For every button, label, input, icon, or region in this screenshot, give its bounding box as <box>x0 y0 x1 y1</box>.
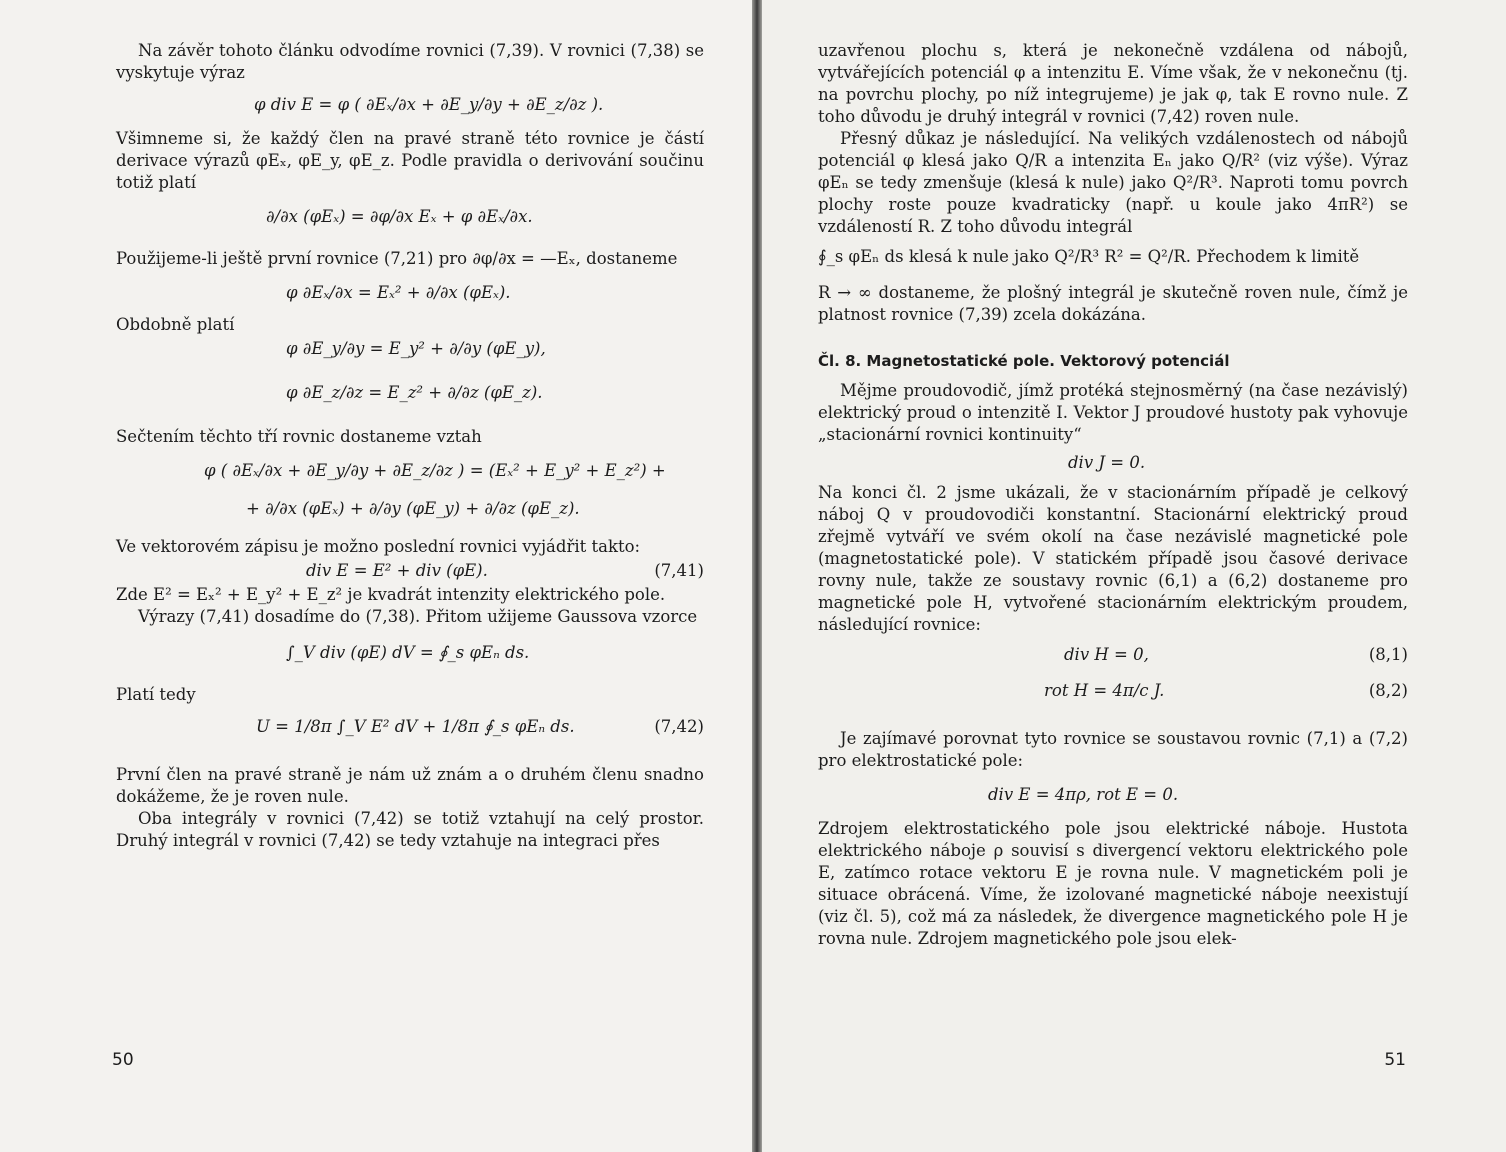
equation: div H = 0, (8,1) <box>1064 645 1408 664</box>
label-row <box>116 684 704 710</box>
page-number: 50 <box>112 1050 134 1070</box>
equation: φ ∂E_z/∂z = E_z² + ∂/∂z (φE_z). <box>286 383 543 402</box>
paragraph: Je zajímavé porovnat tyto rovnice se soustavou rovnic (7,1) a (7,2) pro elektrostatické pole: <box>818 729 1408 770</box>
equation: φ ( ∂Eₓ/∂x + ∂E_y/∂y + ∂E_z/∂z ) = (Eₓ² + E_y² + E_z²) + <box>204 461 666 480</box>
equation: φ ∂Eₓ/∂x = Eₓ² + ∂/∂x (φEₓ). <box>286 283 511 302</box>
equation: ∂/∂x (φEₓ) = ∂φ/∂x Eₓ + φ ∂Eₓ/∂x. <box>266 207 533 226</box>
right-text-column <box>818 40 1408 950</box>
equation: φ div E = φ ( ∂Eₓ/∂x + ∂E_y/∂y + ∂E_z/∂z ). <box>254 95 604 114</box>
paragraph: R → ∞ dostaneme, že plošný integrál je skutečně roven nule, čímž je platnost rovnice (7,39) zcela dokázána. <box>818 283 1408 324</box>
equation: div E = E² + div (φE). (7,41) <box>306 561 704 580</box>
equation: ∫_V div (φE) dV = ∮_s φEₙ ds. <box>286 643 530 662</box>
paragraph: Zdrojem elektrostatického pole jsou elektrické náboje. Hustota elektrického náboje ρ souvisí s divergencí vektoru elektrického pole E, zatímco rotace vektoru E je rovna nule. V magnetickém poli je situace obrácená. Víme, že izolované magnetické náboje neexistují (viz čl. 5), což má za následek, že divergence magnetického pole H je rovna nule. Zdrojem magnetického pole jsou elek- <box>818 819 1408 948</box>
equation: U = 1/8π ∫_V E² dV + 1/8π ∮_s φEₙ ds. (7,42) <box>256 717 704 736</box>
equation: + ∂/∂x (φEₓ) + ∂/∂y (φE_y) + ∂/∂z (φE_z). <box>246 499 580 518</box>
label-row <box>116 314 704 338</box>
paragraph: Přesný důkaz je následující. Na velikých vzdálenostech od nábojů potenciál φ klesá jako Q/R a intenzita Eₙ jako Q/R² (viz výše). Výraz φEₙ se tedy zmenšuje (klesá k nule) jako Q²/R³. Naproti tomu povrch plochy roste pouze kvadraticky (např. u koule jako 4πR²) se vzdáleností R. Z toho důvodu integrál <box>818 129 1408 236</box>
equation-number: (7,42) <box>654 717 704 736</box>
paragraph: Na konci čl. 2 jsme ukázali, že v stacionárním případě je celkový náboj Q v proudovodiči konstantní. Stacionární elektrický proud zřejmě vytváří ve svém okolí na čase nezávislé magnetické pole (magnetostatické pole). V statickém případě jsou časové derivace rovny nule, takže ze soustavy rovnic (6,1) a (6,2) dostaneme pro magnetické pole H, vytvořené stacionárním elektrickým proudem, následující rovnice: <box>818 483 1408 634</box>
paragraph: Platí tedy <box>116 685 196 704</box>
paragraph: ∮_s φEₙ ds klesá k nule jako Q²/R³ R² = Q²/R. Přechodem k limitě <box>818 247 1360 266</box>
equation: div E = 4πρ, rot E = 0. <box>988 785 1179 804</box>
page-number: 51 <box>1384 1050 1406 1070</box>
paragraph: Obdobně platí <box>116 315 235 334</box>
paragraph: Zde E² = Eₓ² + E_y² + E_z² je kvadrát intenzity elektrického pole. <box>116 585 666 604</box>
paragraph: uzavřenou plochu s, která je nekonečně vzdálena od nábojů, vytvářejících potenciál φ a intenzitu E. Víme však, že v nekonečnu (tj. na povrchu plochy, po níž integrujeme) je jak φ, tak E rovno nule. Z toho důvodu je druhý integrál v rovnici (7,42) roven nule. <box>818 41 1408 126</box>
paragraph: Všimneme si, že každý člen na pravé straně této rovnice je částí derivace výrazů φEₓ, φE_y, φE_z. Podle pravidla o derivování součinu totiž platí <box>116 129 704 192</box>
equation-number: (8,1) <box>1368 645 1408 664</box>
left-page <box>0 0 752 1152</box>
paragraph: První člen na pravé straně je nám už znám a o druhém členu snadno dokážeme, že je roven nule. <box>116 765 704 806</box>
paragraph: Na závěr tohoto článku odvodíme rovnici (7,39). V rovnici (7,38) se vyskytuje výraz <box>116 41 704 82</box>
left-text-column <box>116 40 704 852</box>
paragraph: Použijeme-li ještě první rovnice (7,21) pro ∂φ/∂x = —Eₓ, dostaneme <box>116 249 678 268</box>
paragraph: Výrazy (7,41) dosadíme do (7,38). Přitom užijeme Gaussova vzorce <box>138 607 698 626</box>
equation: div J = 0. <box>1068 453 1146 472</box>
equation: rot H = 4π/c J. (8,2) <box>1044 681 1408 700</box>
equation-number: (8,2) <box>1368 681 1408 700</box>
paragraph: Oba integrály v rovnici (7,42) se totiž vztahují na celý prostor. Druhý integrál v rovnici (7,42) se tedy vztahuje na integraci přes <box>116 809 704 850</box>
section-title: Čl. 8. Magnetostatické pole. Vektorový potenciál <box>818 352 1230 370</box>
paragraph: Ve vektorovém zápisu je možno poslední rovnici vyjádřit takto: <box>116 537 641 556</box>
right-page <box>762 0 1506 1152</box>
equation-number: (7,41) <box>654 561 704 580</box>
paragraph: Sečtením těchto tří rovnic dostaneme vztah <box>116 427 482 446</box>
book-gutter <box>752 0 762 1152</box>
equation: φ ∂E_y/∂y = E_y² + ∂/∂y (φE_y), <box>286 339 546 358</box>
paragraph: Mějme proudovodič, jímž protéká stejnosměrný (na čase nezávislý) elektrický proud o intenzitě I. Vektor J proudové hustoty pak vyhovuje „stacionární rovnici kontinuity“ <box>818 381 1408 444</box>
